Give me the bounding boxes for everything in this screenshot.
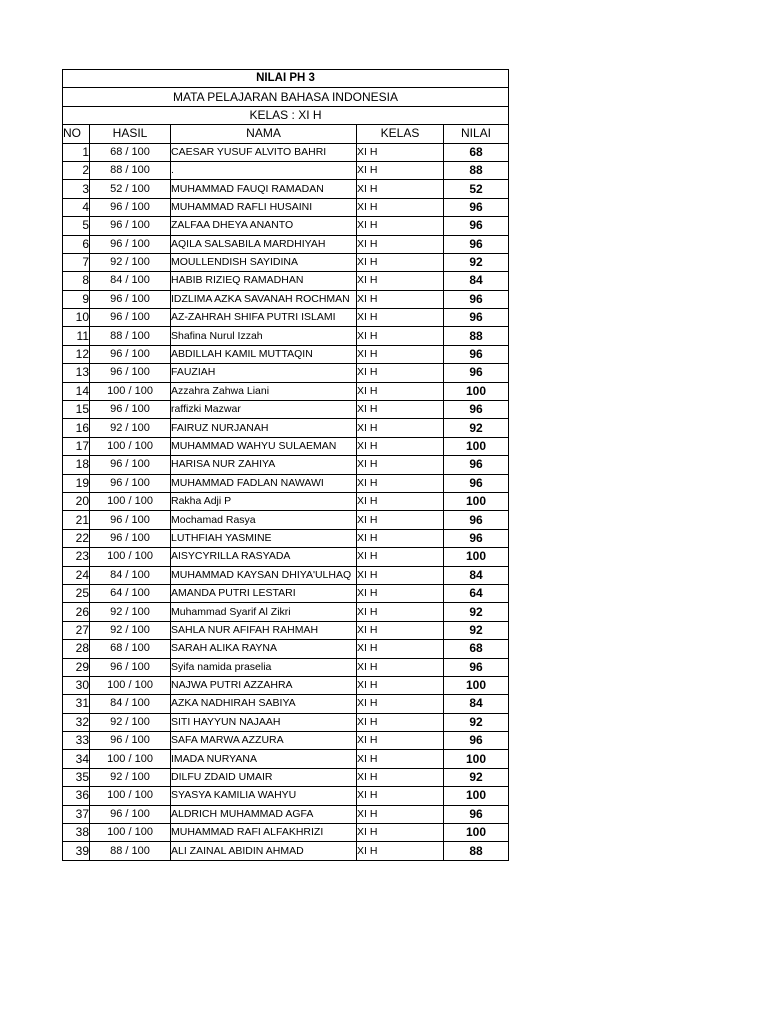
table-row [63,640,509,658]
table-row [63,364,509,382]
cell-kelas: XI H [357,253,444,271]
cell-hasil: 84 / 100 [90,695,171,713]
col-header-nilai: NILAI [444,125,509,143]
table-row [63,180,509,198]
cell-kelas: XI H [357,768,444,786]
col-header-kelas: KELAS [357,125,444,143]
cell-nama: SAHLA NUR AFIFAH RAHMAH [171,621,357,639]
cell-nilai: 96 [444,364,509,382]
cell-nama: Muhammad Syarif Al Zikri [171,603,357,621]
cell-kelas: XI H [357,750,444,768]
cell-nama: MUHAMMAD FAUQI RAMADAN [171,180,357,198]
cell-nilai: 96 [444,805,509,823]
cell-nilai: 96 [444,474,509,492]
cell-nilai: 84 [444,695,509,713]
cell-hasil: 64 / 100 [90,584,171,602]
cell-no: 15 [63,401,90,419]
cell-nama: Rakha Adji P [171,492,357,510]
cell-nama: . [171,161,357,179]
cell-hasil: 100 / 100 [90,750,171,768]
table-row [63,621,509,639]
cell-nama: MUHAMMAD KAYSAN DHIYA'ULHAQ [171,566,357,584]
cell-kelas: XI H [357,161,444,179]
cell-kelas: XI H [357,327,444,345]
cell-kelas: XI H [357,695,444,713]
cell-nama: SITI HAYYUN NAJAAH [171,713,357,731]
cell-hasil: 84 / 100 [90,272,171,290]
cell-kelas: XI H [357,492,444,510]
cell-nama: IDZLIMA AZKA SAVANAH ROCHMAN [171,290,357,308]
grades-table [62,69,509,861]
cell-hasil: 96 / 100 [90,198,171,216]
cell-nilai: 100 [444,750,509,768]
cell-nama: SAFA MARWA AZZURA [171,732,357,750]
cell-kelas: XI H [357,401,444,419]
cell-nilai: 100 [444,787,509,805]
cell-kelas: XI H [357,309,444,327]
cell-no: 14 [63,382,90,400]
cell-hasil: 92 / 100 [90,253,171,271]
cell-nama: Syifa namida praselia [171,658,357,676]
cell-hasil: 96 / 100 [90,290,171,308]
cell-nama: FAUZIAH [171,364,357,382]
cell-hasil: 100 / 100 [90,787,171,805]
cell-hasil: 96 / 100 [90,235,171,253]
cell-no: 39 [63,842,90,860]
cell-no: 36 [63,787,90,805]
cell-kelas: XI H [357,658,444,676]
cell-hasil: 96 / 100 [90,401,171,419]
cell-no: 4 [63,198,90,216]
cell-no: 27 [63,621,90,639]
cell-hasil: 96 / 100 [90,529,171,547]
cell-kelas: XI H [357,180,444,198]
cell-nama: FAIRUZ NURJANAH [171,419,357,437]
cell-nilai: 96 [444,456,509,474]
cell-nilai: 52 [444,180,509,198]
cell-nama: raffizki Mazwar [171,401,357,419]
cell-hasil: 68 / 100 [90,143,171,161]
col-header-hasil: HASIL [90,125,171,143]
table-row [63,676,509,694]
cell-hasil: 52 / 100 [90,180,171,198]
cell-no: 29 [63,658,90,676]
cell-nama: MUHAMMAD FADLAN NAWAWI [171,474,357,492]
cell-no: 35 [63,768,90,786]
cell-kelas: XI H [357,272,444,290]
cell-nilai: 84 [444,566,509,584]
cell-nilai: 100 [444,824,509,842]
table-row [63,511,509,529]
table-row [63,437,509,455]
cell-kelas: XI H [357,824,444,842]
cell-hasil: 92 / 100 [90,621,171,639]
cell-nilai: 92 [444,621,509,639]
table-row [63,584,509,602]
cell-no: 12 [63,345,90,363]
cell-hasil: 100 / 100 [90,824,171,842]
cell-nilai: 92 [444,768,509,786]
cell-nama: AZ-ZAHRAH SHIFA PUTRI ISLAMI [171,309,357,327]
cell-no: 23 [63,548,90,566]
cell-nama: CAESAR YUSUF ALVITO BAHRI [171,143,357,161]
cell-hasil: 96 / 100 [90,456,171,474]
cell-nama: SARAH ALIKA RAYNA [171,640,357,658]
table-row [63,824,509,842]
cell-nama: ALDRICH MUHAMMAD AGFA [171,805,357,823]
table-row [63,217,509,235]
cell-kelas: XI H [357,437,444,455]
cell-nilai: 88 [444,327,509,345]
cell-nilai: 68 [444,143,509,161]
cell-kelas: XI H [357,842,444,860]
table-row [63,198,509,216]
cell-nilai: 64 [444,584,509,602]
table-row [63,143,509,161]
cell-no: 18 [63,456,90,474]
cell-kelas: XI H [357,345,444,363]
cell-nilai: 96 [444,401,509,419]
cell-no: 5 [63,217,90,235]
cell-hasil: 88 / 100 [90,161,171,179]
table-row [63,345,509,363]
cell-hasil: 96 / 100 [90,511,171,529]
cell-kelas: XI H [357,805,444,823]
cell-kelas: XI H [357,290,444,308]
table-row [63,456,509,474]
col-header-no: NO [63,125,90,143]
subject-line: MATA PELAJARAN BAHASA INDONESIA [63,88,509,106]
cell-kelas: XI H [357,529,444,547]
table-row [63,787,509,805]
cell-nilai: 84 [444,272,509,290]
cell-no: 37 [63,805,90,823]
cell-nilai: 96 [444,217,509,235]
cell-nilai: 100 [444,676,509,694]
cell-nama: HABIB RIZIEQ RAMADHAN [171,272,357,290]
cell-no: 21 [63,511,90,529]
cell-nama: AMANDA PUTRI LESTARI [171,584,357,602]
cell-hasil: 92 / 100 [90,603,171,621]
cell-hasil: 100 / 100 [90,548,171,566]
table-row [63,658,509,676]
cell-kelas: XI H [357,566,444,584]
cell-kelas: XI H [357,548,444,566]
cell-no: 8 [63,272,90,290]
cell-hasil: 96 / 100 [90,309,171,327]
cell-no: 24 [63,566,90,584]
col-header-nama: NAMA [171,125,357,143]
table-row [63,566,509,584]
cell-kelas: XI H [357,382,444,400]
cell-kelas: XI H [357,143,444,161]
cell-no: 22 [63,529,90,547]
cell-nilai: 88 [444,161,509,179]
table-row [63,529,509,547]
cell-no: 11 [63,327,90,345]
cell-kelas: XI H [357,198,444,216]
table-row [63,290,509,308]
cell-hasil: 92 / 100 [90,713,171,731]
cell-hasil: 100 / 100 [90,492,171,510]
cell-hasil: 100 / 100 [90,382,171,400]
cell-no: 31 [63,695,90,713]
cell-hasil: 84 / 100 [90,566,171,584]
cell-hasil: 100 / 100 [90,437,171,455]
cell-nama: MUHAMMAD RAFLI HUSAINI [171,198,357,216]
cell-kelas: XI H [357,419,444,437]
cell-no: 32 [63,713,90,731]
cell-nama: MUHAMMAD WAHYU SULAEMAN [171,437,357,455]
cell-nama: Shafina Nurul Izzah [171,327,357,345]
table-row [63,382,509,400]
table-row [63,235,509,253]
cell-no: 1 [63,143,90,161]
cell-nama: IMADA NURYANA [171,750,357,768]
cell-hasil: 92 / 100 [90,768,171,786]
cell-kelas: XI H [357,511,444,529]
cell-no: 9 [63,290,90,308]
table-row [63,419,509,437]
table-body [63,143,509,860]
cell-nilai: 96 [444,345,509,363]
cell-nama: ALI ZAINAL ABIDIN AHMAD [171,842,357,860]
cell-hasil: 92 / 100 [90,419,171,437]
table-row [63,401,509,419]
table-row [63,492,509,510]
table-row [63,327,509,345]
cell-nilai: 96 [444,732,509,750]
cell-kelas: XI H [357,456,444,474]
table-row [63,732,509,750]
table-row [63,474,509,492]
cell-no: 28 [63,640,90,658]
cell-nilai: 100 [444,382,509,400]
cell-no: 17 [63,437,90,455]
cell-nama: DILFU ZDAID UMAIR [171,768,357,786]
cell-kelas: XI H [357,584,444,602]
cell-no: 16 [63,419,90,437]
cell-hasil: 96 / 100 [90,805,171,823]
cell-nama: MUHAMMAD RAFI ALFAKHRIZI [171,824,357,842]
cell-kelas: XI H [357,732,444,750]
cell-hasil: 68 / 100 [90,640,171,658]
cell-no: 13 [63,364,90,382]
table-row [63,272,509,290]
cell-nama: HARISA NUR ZAHIYA [171,456,357,474]
cell-nama: ABDILLAH KAMIL MUTTAQIN [171,345,357,363]
cell-no: 38 [63,824,90,842]
cell-nilai: 100 [444,548,509,566]
cell-nilai: 96 [444,235,509,253]
cell-kelas: XI H [357,621,444,639]
cell-nama: LUTHFIAH YASMINE [171,529,357,547]
cell-nama: AQILA SALSABILA MARDHIYAH [171,235,357,253]
cell-no: 26 [63,603,90,621]
cell-no: 30 [63,676,90,694]
cell-kelas: XI H [357,713,444,731]
cell-hasil: 96 / 100 [90,658,171,676]
cell-kelas: XI H [357,640,444,658]
cell-nilai: 88 [444,842,509,860]
class-line: KELAS : XI H [63,106,509,124]
table-row [63,161,509,179]
cell-nilai: 92 [444,419,509,437]
cell-nilai: 100 [444,492,509,510]
cell-no: 10 [63,309,90,327]
cell-kelas: XI H [357,603,444,621]
cell-nama: SYASYA KAMILIA WAHYU [171,787,357,805]
cell-no: 19 [63,474,90,492]
table-row [63,713,509,731]
cell-nama: Azzahra Zahwa Liani [171,382,357,400]
cell-nama: ZALFAA DHEYA ANANTO [171,217,357,235]
table-row [63,695,509,713]
cell-hasil: 88 / 100 [90,327,171,345]
cell-no: 34 [63,750,90,768]
cell-nama: MOULLENDISH SAYIDINA [171,253,357,271]
cell-nama: AZKA NADHIRAH SABIYA [171,695,357,713]
cell-nilai: 96 [444,511,509,529]
cell-nilai: 96 [444,658,509,676]
cell-no: 20 [63,492,90,510]
table-row [63,750,509,768]
cell-hasil: 96 / 100 [90,364,171,382]
cell-kelas: XI H [357,787,444,805]
table-row [63,768,509,786]
column-header-row [63,125,509,143]
cell-nilai: 92 [444,603,509,621]
cell-kelas: XI H [357,217,444,235]
cell-hasil: 96 / 100 [90,732,171,750]
table-row [63,548,509,566]
cell-nilai: 96 [444,198,509,216]
cell-hasil: 96 / 100 [90,217,171,235]
cell-kelas: XI H [357,364,444,382]
cell-no: 25 [63,584,90,602]
cell-no: 7 [63,253,90,271]
cell-nilai: 100 [444,437,509,455]
cell-nama: AISYCYRILLA RASYADA [171,548,357,566]
cell-nilai: 68 [444,640,509,658]
cell-nama: Mochamad Rasya [171,511,357,529]
sheet-title: NILAI PH 3 [63,70,509,88]
cell-kelas: XI H [357,474,444,492]
table-row [63,603,509,621]
cell-no: 2 [63,161,90,179]
table-row [63,842,509,860]
cell-no: 6 [63,235,90,253]
cell-hasil: 96 / 100 [90,474,171,492]
cell-nilai: 92 [444,253,509,271]
cell-no: 33 [63,732,90,750]
cell-hasil: 88 / 100 [90,842,171,860]
table-row [63,805,509,823]
cell-nilai: 96 [444,309,509,327]
table-row [63,309,509,327]
cell-nilai: 92 [444,713,509,731]
cell-hasil: 96 / 100 [90,345,171,363]
cell-kelas: XI H [357,676,444,694]
cell-nilai: 96 [444,290,509,308]
cell-nama: NAJWA PUTRI AZZAHRA [171,676,357,694]
cell-kelas: XI H [357,235,444,253]
table-row [63,253,509,271]
cell-no: 3 [63,180,90,198]
cell-nilai: 96 [444,529,509,547]
cell-hasil: 100 / 100 [90,676,171,694]
